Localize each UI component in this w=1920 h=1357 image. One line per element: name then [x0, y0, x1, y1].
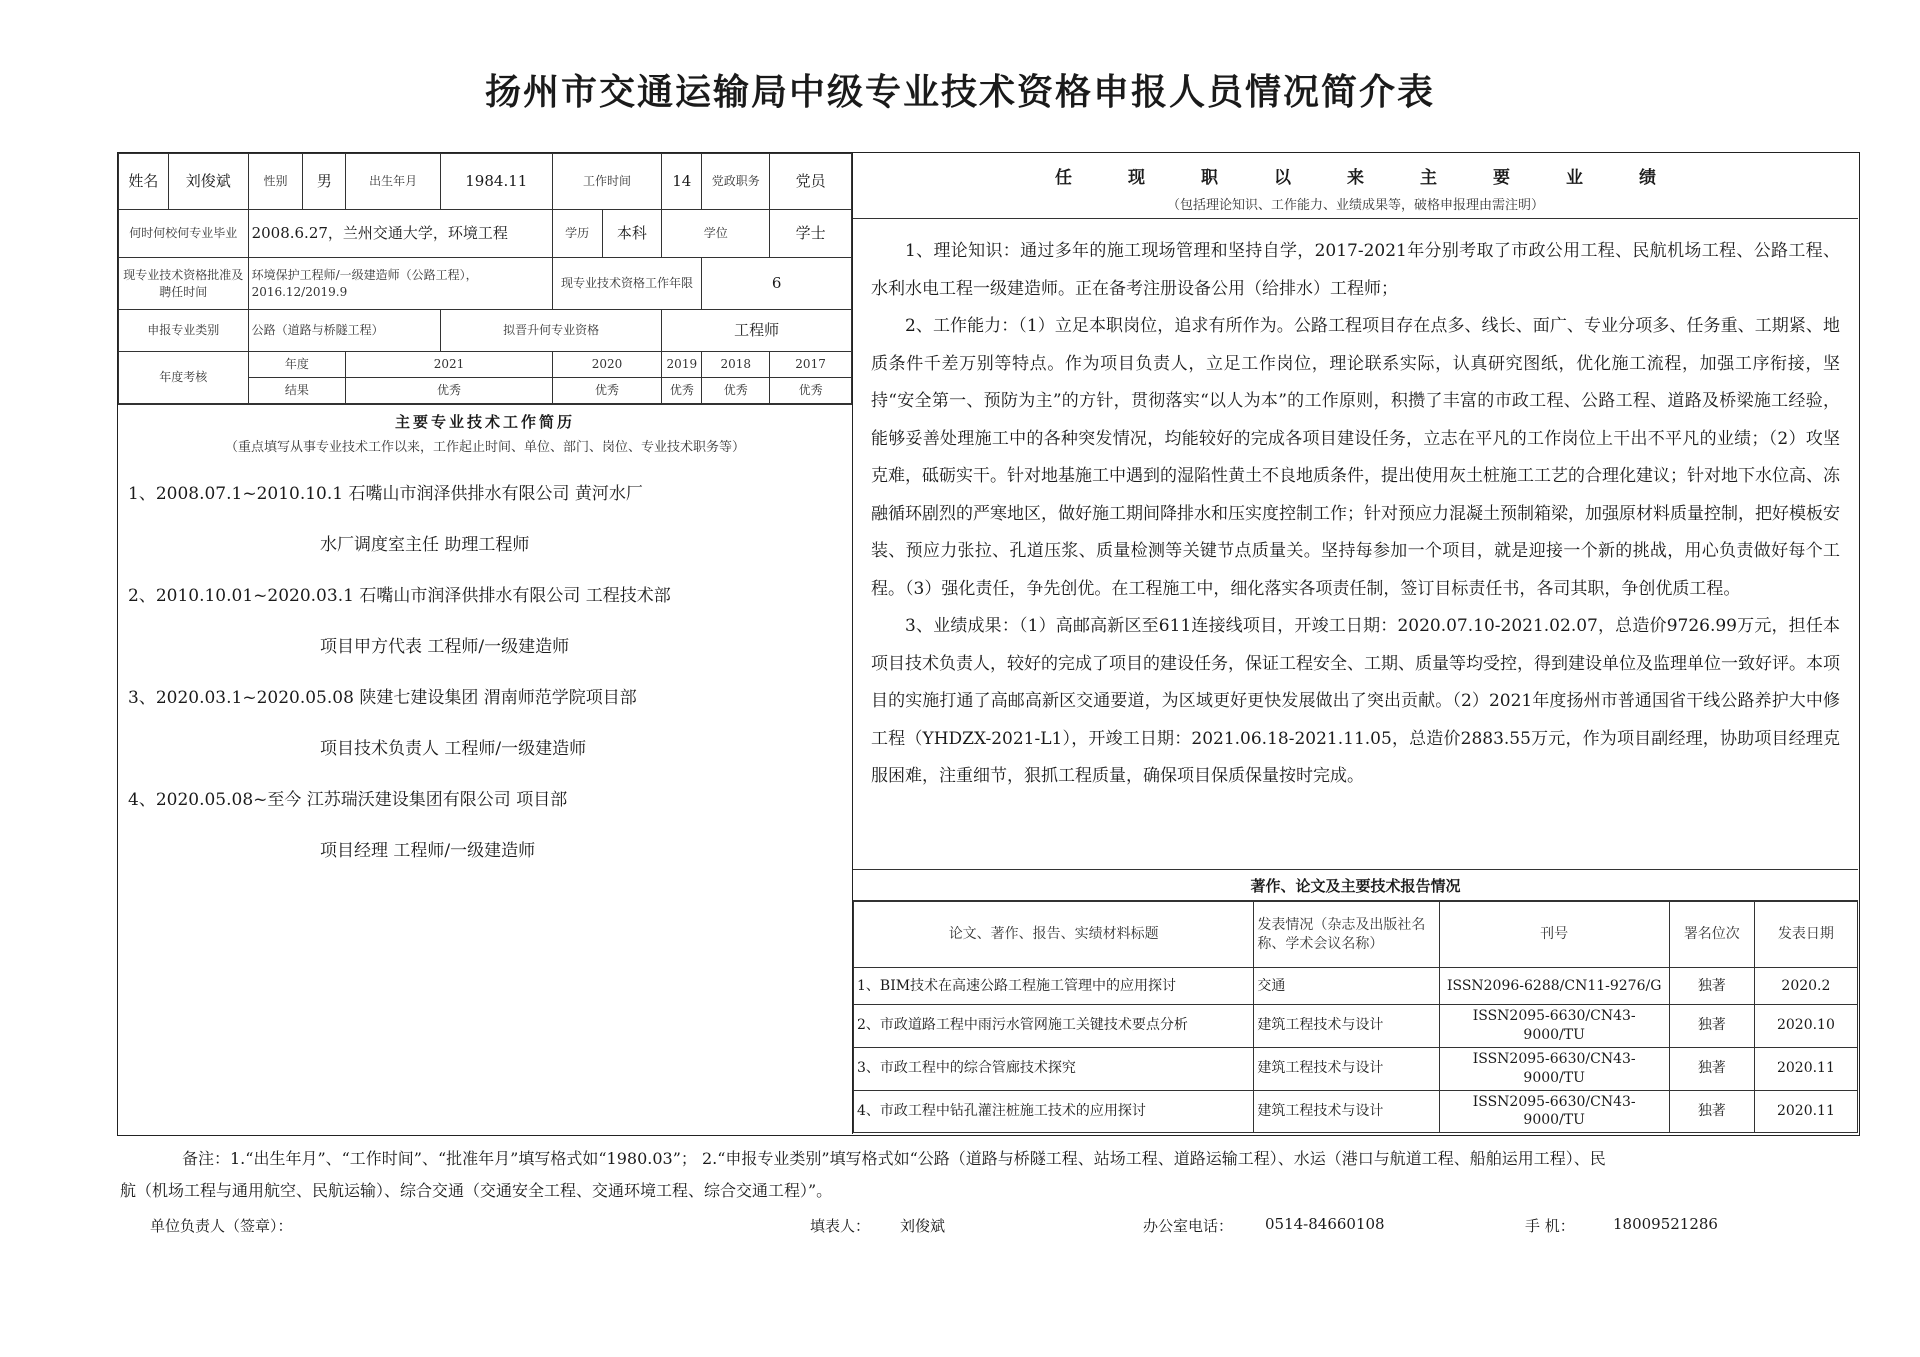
pub-cell: 2、市政道路工程中雨污水管网施工关键技术要点分析 [854, 1005, 1254, 1048]
pub-cell: ISSN2095-6630/CN43-9000/TU [1439, 1047, 1669, 1090]
pub-cell: 建筑工程技术与设计 [1254, 1005, 1439, 1048]
work-history-role: 项目技术负责人 工程师/一级建造师 [320, 739, 587, 759]
pub-cell: 交通 [1254, 968, 1439, 1005]
result-cell: 优秀 [702, 378, 770, 404]
target-qualification-value: 工程师 [662, 310, 852, 352]
form-sheet [117, 152, 1860, 1136]
office-phone-value: 0514-84660108 [1265, 1215, 1385, 1233]
qualification-years-value: 6 [702, 258, 852, 310]
basic-info-table [118, 153, 852, 404]
party-label: 党政职务 [702, 154, 770, 210]
achievement-paragraph: 1、理论知识：通过多年的施工现场管理和坚持自学，2017-2021年分别考取了市政公用工程、民航机场工程、公路工程、水利水电工程一级建造师。正在备考注册设备公用（给排水）工程师； [871, 241, 1840, 299]
publications-table [853, 901, 1858, 1133]
heading-char: 来 [1347, 168, 1364, 188]
result-cell: 优秀 [770, 378, 852, 404]
work-history-item [128, 673, 852, 775]
qualification-label: 现专业技术资格批准及聘任时间 [119, 258, 249, 310]
publication-row [854, 968, 1858, 1005]
result-label: 结果 [248, 378, 346, 404]
pub-cell: 3、市政工程中的综合管廊技术探究 [854, 1047, 1254, 1090]
work-history-role: 水厂调度室主任 助理工程师 [320, 535, 530, 555]
year-cell: 2020 [552, 352, 662, 378]
unit-head-label: 单位负责人（签章）： [150, 1217, 293, 1235]
pub-header-cell: 发表情况（杂志及出版社名称、学术会议名称） [1254, 902, 1439, 968]
pub-cell: 独著 [1669, 1047, 1754, 1090]
pub-cell: ISSN2096-6288/CN11-9276/G [1439, 968, 1669, 1005]
achievements-subheading: （包括理论知识、工作能力、业绩成果等，破格申报理由需注明） [1166, 198, 1544, 213]
achievements-body [853, 219, 1858, 869]
mobile-value: 18009521286 [1613, 1215, 1718, 1233]
work-history-list [118, 455, 852, 877]
work-time-label: 工作时间 [552, 154, 662, 210]
pub-cell: 独著 [1669, 1005, 1754, 1048]
filler-value: 刘俊斌 [900, 1217, 946, 1235]
work-years-value: 14 [662, 154, 702, 210]
work-history-item [128, 571, 852, 673]
heading-char: 以 [1274, 168, 1291, 188]
work-history-subheading: （重点填写从事专业技术工作以来，工作起止时间、单位、部门、岗位、专业技术职务等） [224, 440, 745, 455]
apply-category-label: 申报专业类别 [119, 310, 249, 352]
publications-heading: 著作、论文及主要技术报告情况 [853, 869, 1858, 901]
work-history-line: 3、2020.03.1~2020.05.08 陕建七建设集团 渭南师范学院项目部 [128, 688, 637, 708]
pub-cell: ISSN2095-6630/CN43-9000/TU [1439, 1090, 1669, 1133]
right-column [853, 153, 1858, 1134]
left-column [118, 153, 853, 1134]
work-history-heading: 主要专业技术工作简历 [394, 413, 575, 431]
work-history-line: 1、2008.07.1~2010.10.1 石嘴山市润泽供排水有限公司 黄河水厂 [128, 484, 643, 504]
name-value: 刘俊斌 [168, 154, 248, 210]
notes [120, 1143, 1860, 1207]
education-label: 学历 [552, 210, 602, 258]
annual-assessment-label: 年度考核 [119, 352, 249, 404]
pub-header-cell: 刊号 [1439, 902, 1669, 968]
office-phone-label: 办公室电话： [1143, 1217, 1234, 1235]
result-cell: 优秀 [552, 378, 662, 404]
pub-cell: 2020.11 [1754, 1047, 1857, 1090]
publication-row [854, 1005, 1858, 1048]
pub-cell: 2020.2 [1754, 968, 1857, 1005]
publications-header-row [854, 902, 1858, 968]
pub-cell: 4、市政工程中钻孔灌注桩施工技术的应用探讨 [854, 1090, 1254, 1133]
achievements-header [853, 153, 1858, 219]
pub-cell: 独著 [1669, 968, 1754, 1005]
note-line: 航（机场工程与通用航空、民航运输）、综合交通（交通安全工程、交通环境工程、综合交通工程）”。 [120, 1181, 833, 1200]
footer [0, 1215, 1920, 1245]
achievements-heading [853, 163, 1858, 188]
publication-row [854, 1090, 1858, 1133]
work-history-role: 项目经理 工程师/一级建造师 [320, 841, 536, 861]
degree-value: 学士 [770, 210, 852, 258]
heading-char: 绩 [1639, 168, 1656, 188]
mobile-label: 手 机： [1525, 1217, 1575, 1235]
work-history-line: 2、2010.10.01~2020.03.1 石嘴山市润泽供排水有限公司 工程技术部 [128, 586, 671, 606]
year-cell: 2021 [346, 352, 552, 378]
work-history-role: 项目甲方代表 工程师/一级建造师 [320, 637, 570, 657]
qualification-years-label: 现专业技术资格工作年限 [552, 258, 702, 310]
party-value: 党员 [770, 154, 852, 210]
heading-char: 现 [1128, 168, 1145, 188]
pub-cell: ISSN2095-6630/CN43-9000/TU [1439, 1005, 1669, 1048]
pub-cell: 独著 [1669, 1090, 1754, 1133]
qualification-value: 环境保护工程师/一级建造师（公路工程），2016.12/2019.9 [248, 258, 552, 310]
achievement-paragraph: 2、工作能力：（1）立足本职岗位，追求有所作为。公路工程项目存在点多、线长、面广、专业分项多、任务重、工期紧、地质条件千差万别等特点。作为项目负责人，立足工作岗位，理论联系实际，认真研究图纸，优化施工流程，加强工序衔接，坚持“安全第一、预防为主”的方针，贯彻落实“以人为本”的工作原则，积攒了丰富的市政工程、公路工程、道路及桥梁施工经验，能够妥善处理施工中的各种突发情况，均能较好的完成各项目建设任务，立志在平凡的工作岗位上干出不平凡的业绩；（2）攻坚克难，砥砺实干。针对地基施工中遇到的湿陷性黄土不良地质条件，提出使用灰土桩施工工艺的合理化建议；针对地下水位高、冻融循环剧烈的严寒地区，做好施工期间降排水和压实度控制工作；针对预应力混凝土预制箱梁，加强原材料质量控制，把好模板安装、预应力张拉、孔道压浆、质量检测等关键节点质量关。坚持每参加一个项目，就是迎接一个新的挑战，用心负责做好每个工程。（3）强化责任，争先创优。在工程施工中，细化落实各项责任制，签订目标责任书，各司其职，争创优质工程。 [871, 316, 1840, 599]
birth-label: 出生年月 [346, 154, 441, 210]
graduation-label: 何时何校何专业毕业 [119, 210, 249, 258]
filler-label: 填表人： [810, 1217, 871, 1235]
heading-char: 职 [1201, 168, 1218, 188]
achievement-paragraph: 3、业绩成果：（1）高邮高新区至611连接线项目，开竣工日期：2020.07.10-2021.02.07，总造价9726.99万元，担任本项目技术负责人，较好的完成了项目的建设任务，保证工程安全、工期、质量等均受控，得到建设单位及监理单位一致好评。本项目的实施打通了高邮高新区交通要道，为区域更好更快发展做出了突出贡献。（2）2021年度扬州市普通国省干线公路养护大中修工程（YHDZX-2021-L1），开竣工日期：2021.06.18-2021.11.05，总造价2883.55万元，作为项目副经理，协助项目经理克服困难，注重细节，狠抓工程质量，确保项目保质保量按时完成。 [871, 616, 1840, 786]
name-label: 姓名 [119, 154, 169, 210]
target-qualification-label: 拟晋升何专业资格 [440, 310, 661, 352]
pub-cell: 2020.11 [1754, 1090, 1857, 1133]
year-cell: 2018 [702, 352, 770, 378]
year-cell: 2017 [770, 352, 852, 378]
work-history-line: 4、2020.05.08~至今 江苏瑞沃建设集团有限公司 项目部 [128, 790, 568, 810]
heading-char: 任 [1055, 168, 1072, 188]
result-cell: 优秀 [662, 378, 702, 404]
work-history-item [128, 469, 852, 571]
birth-value: 1984.11 [440, 154, 552, 210]
note-line: 备注：1.“出生年月”、“工作时间”、“批准年月”填写格式如“1980.03”； 2.“申报专业类别”填写格式如“公路（道路与桥隧工程、站场工程、道路运输工程）、水运（港口与航道工程、船舶运用工程）、民 [182, 1149, 1606, 1168]
publication-row [854, 1047, 1858, 1090]
year-cell: 2019 [662, 352, 702, 378]
pub-cell: 2020.10 [1754, 1005, 1857, 1048]
work-history-item [128, 775, 852, 877]
work-history-header [118, 404, 852, 455]
gender-value: 男 [303, 154, 346, 210]
apply-category-value: 公路（道路与桥隧工程） [248, 310, 440, 352]
pub-cell: 1、BIM技术在高速公路工程施工管理中的应用探讨 [854, 968, 1254, 1005]
pub-header-cell: 署名位次 [1669, 902, 1754, 968]
gender-label: 性别 [248, 154, 303, 210]
year-label: 年度 [248, 352, 346, 378]
education-value: 本科 [602, 210, 662, 258]
pub-header-cell: 发表日期 [1754, 902, 1857, 968]
degree-label: 学位 [662, 210, 770, 258]
pub-header-cell: 论文、著作、报告、实绩材料标题 [854, 902, 1254, 968]
pub-cell: 建筑工程技术与设计 [1254, 1090, 1439, 1133]
page-title: 扬州市交通运输局中级专业技术资格申报人员情况简介表 [484, 71, 1435, 113]
pub-cell: 建筑工程技术与设计 [1254, 1047, 1439, 1090]
graduation-value: 2008.6.27，兰州交通大学，环境工程 [248, 210, 552, 258]
result-cell: 优秀 [346, 378, 552, 404]
heading-char: 要 [1493, 168, 1510, 188]
heading-char: 主 [1420, 168, 1437, 188]
heading-char: 业 [1566, 168, 1583, 188]
